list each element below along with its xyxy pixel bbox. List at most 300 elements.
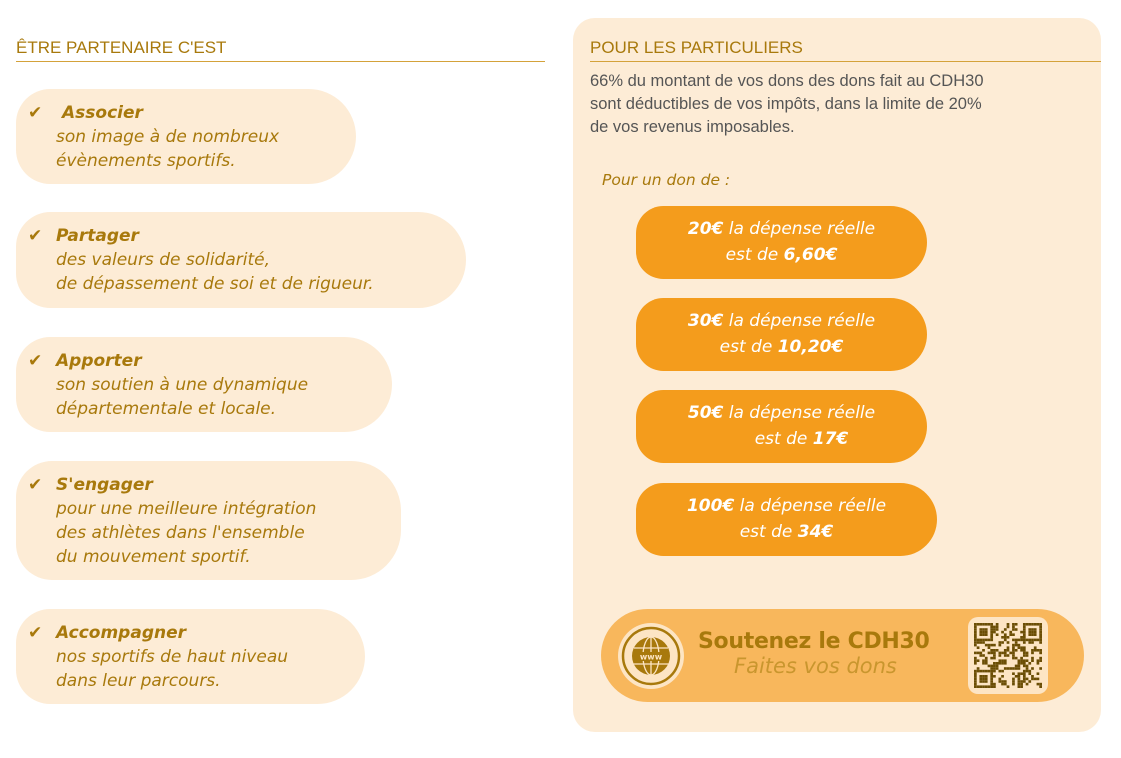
qr-module <box>1001 659 1004 662</box>
qr-module <box>979 675 982 678</box>
qr-module <box>1009 652 1012 655</box>
qr-module <box>1028 672 1031 675</box>
qr-module <box>1004 683 1007 686</box>
qr-module <box>993 644 996 647</box>
pill-text: est de <box>754 429 813 449</box>
qr-module <box>1039 636 1042 639</box>
qr-module <box>1026 670 1029 673</box>
qr-module <box>1001 680 1004 683</box>
qr-module <box>1026 639 1029 642</box>
qr-module <box>982 628 985 631</box>
qr-module <box>996 633 999 636</box>
benefit-text: son soutien à une dynamique <box>56 375 309 395</box>
paragraph-line: 66% du montant de vos dons des dons fait au CDH30 <box>590 72 984 90</box>
benefit-text: nos sportifs de haut niveau <box>56 647 289 667</box>
qr-module <box>982 685 985 688</box>
qr-module <box>1004 659 1007 662</box>
qr-module <box>974 672 977 675</box>
qr-module <box>993 649 996 652</box>
qr-module <box>990 670 993 673</box>
qr-module <box>1028 680 1031 683</box>
qr-module <box>1004 680 1007 683</box>
qr-module <box>1012 683 1015 686</box>
qr-module <box>1020 631 1023 634</box>
qr-module <box>1039 628 1042 631</box>
qr-module <box>1023 626 1026 629</box>
qr-module <box>1001 683 1004 686</box>
qr-module <box>974 628 977 631</box>
qr-module <box>1023 672 1026 675</box>
benefit-text: de dépassement de soi et de rigueur. <box>56 274 374 294</box>
donation-intro: Pour un don de : <box>602 171 731 189</box>
benefit-text: évènements sportifs. <box>56 151 236 171</box>
qr-module <box>1039 657 1042 660</box>
qr-module <box>1031 678 1034 681</box>
qr-module <box>977 623 980 626</box>
qr-module <box>1018 685 1021 688</box>
paragraph-line: sont déductibles de vos impôts, dans la limite de 20% <box>590 95 982 113</box>
qr-module <box>996 626 999 629</box>
qr-module <box>990 657 993 660</box>
qr-module <box>990 626 993 629</box>
qr-module <box>985 675 988 678</box>
qr-module <box>1039 623 1042 626</box>
qr-module <box>982 670 985 673</box>
qr-module <box>1037 683 1040 686</box>
qr-module <box>1007 623 1010 626</box>
benefit-text: des athlètes dans l'ensemble <box>56 523 305 543</box>
qr-module <box>993 626 996 629</box>
qr-module <box>998 644 1001 647</box>
qr-module <box>985 678 988 681</box>
qr-module <box>1031 652 1034 655</box>
qr-module <box>1012 639 1015 642</box>
qr-module <box>1020 672 1023 675</box>
qr-module <box>979 652 982 655</box>
qr-module <box>1009 667 1012 670</box>
qr-module <box>1015 628 1018 631</box>
check-icon: ✔ <box>28 351 43 371</box>
qr-module <box>1020 662 1023 665</box>
qr-module <box>979 678 982 681</box>
paragraph-line: de vos revenus imposables. <box>590 118 795 136</box>
qr-module <box>985 639 988 642</box>
qr-module <box>993 657 996 660</box>
qr-module <box>985 628 988 631</box>
qr-module <box>979 628 982 631</box>
qr-module <box>977 670 980 673</box>
qr-module <box>990 675 993 678</box>
qr-module <box>977 659 980 662</box>
qr-module <box>1037 672 1040 675</box>
qr-module <box>1012 654 1015 657</box>
qr-module <box>1028 623 1031 626</box>
qr-module <box>1023 659 1026 662</box>
pill-text: la dépense réelle <box>723 403 876 423</box>
qr-module <box>1031 657 1034 660</box>
qr-module <box>990 652 993 655</box>
qr-module <box>1012 626 1015 629</box>
qr-module <box>1039 639 1042 642</box>
qr-module <box>1004 633 1007 636</box>
qr-module <box>1004 654 1007 657</box>
qr-module <box>1039 659 1042 662</box>
qr-module <box>1007 646 1010 649</box>
qr-module <box>1034 646 1037 649</box>
qr-module <box>990 631 993 634</box>
qr-module <box>985 657 988 660</box>
benefit-text: pour une meilleure intégration <box>56 499 317 519</box>
qr-module <box>985 631 988 634</box>
pill-text: est de <box>739 522 798 542</box>
check-icon: ✔ <box>28 103 43 123</box>
qr-module <box>1007 654 1010 657</box>
qr-module <box>1015 665 1018 668</box>
qr-module <box>1037 659 1040 662</box>
qr-module <box>1037 623 1040 626</box>
qr-module <box>974 639 977 642</box>
qr-module <box>1039 649 1042 652</box>
qr-module <box>990 633 993 636</box>
qr-module <box>974 633 977 636</box>
qr-module <box>982 675 985 678</box>
qr-module <box>990 665 993 668</box>
qr-module <box>990 678 993 681</box>
qr-module <box>974 626 977 629</box>
qr-module <box>1023 680 1026 683</box>
qr-module <box>988 652 991 655</box>
qr-module <box>974 657 977 660</box>
qr-module <box>1018 639 1021 642</box>
benefit-text: départementale et locale. <box>56 399 277 419</box>
qr-module <box>1028 631 1031 634</box>
qr-module <box>982 631 985 634</box>
qr-module <box>1023 641 1026 644</box>
qr-module <box>990 667 993 670</box>
qr-module <box>1015 667 1018 670</box>
qr-module <box>988 665 991 668</box>
qr-module <box>1020 683 1023 686</box>
qr-module <box>1039 683 1042 686</box>
qr-module <box>1012 672 1015 675</box>
qr-module <box>1039 667 1042 670</box>
qr-module <box>974 683 977 686</box>
qr-module <box>1020 680 1023 683</box>
qr-module <box>1037 662 1040 665</box>
benefit-title: Associer <box>62 103 143 123</box>
qr-module <box>974 636 977 639</box>
benefit-title: Apporter <box>56 351 142 371</box>
qr-module <box>1037 649 1040 652</box>
donation-amount: 30€ <box>687 311 724 331</box>
qr-module <box>988 639 991 642</box>
qr-module <box>993 652 996 655</box>
qr-module <box>979 641 982 644</box>
qr-module <box>974 675 977 678</box>
donation-amount: 100€ <box>686 496 735 516</box>
qr-module <box>1031 641 1034 644</box>
qr-module <box>1039 641 1042 644</box>
qr-module <box>1023 665 1026 668</box>
qr-module <box>1023 636 1026 639</box>
donation-pill-50 <box>636 390 927 463</box>
qr-module <box>1037 639 1040 642</box>
qr-module <box>1012 633 1015 636</box>
qr-module <box>1018 662 1021 665</box>
qr-module <box>988 623 991 626</box>
qr-module <box>990 683 993 686</box>
qr-module <box>1023 654 1026 657</box>
benefit-title: S'engager <box>56 475 153 495</box>
qr-module <box>1028 641 1031 644</box>
qr-module <box>1004 649 1007 652</box>
qr-module <box>990 672 993 675</box>
qr-module <box>1015 675 1018 678</box>
qr-module <box>990 649 993 652</box>
qr-module <box>982 654 985 657</box>
qr-module <box>998 654 1001 657</box>
qr-module <box>1007 636 1010 639</box>
qr-module <box>993 675 996 678</box>
qr-module <box>974 652 977 655</box>
qr-module <box>1023 633 1026 636</box>
qr-module <box>974 641 977 644</box>
real-cost: 17€ <box>812 429 849 449</box>
qr-module <box>985 685 988 688</box>
benefit-text: dans leur parcours. <box>56 671 221 691</box>
qr-module <box>1018 665 1021 668</box>
tax-deduction-text <box>590 70 1090 139</box>
qr-module <box>1004 652 1007 655</box>
qr-module <box>993 631 996 634</box>
qr-module <box>985 633 988 636</box>
qr-module <box>1026 623 1029 626</box>
qr-module <box>998 680 1001 683</box>
qr-module <box>1012 667 1015 670</box>
benefit-card-accompagner <box>16 609 365 704</box>
qr-module <box>1023 631 1026 634</box>
qr-module <box>982 639 985 642</box>
qr-module <box>1012 623 1015 626</box>
globe-label: www <box>639 652 663 662</box>
real-cost: 10,20€ <box>777 337 844 357</box>
qr-module <box>985 670 988 673</box>
qr-module <box>1009 631 1012 634</box>
qr-module <box>1007 667 1010 670</box>
qr-module <box>998 670 1001 673</box>
qr-module <box>1031 631 1034 634</box>
qr-module <box>1007 641 1010 644</box>
qr-module <box>1031 623 1034 626</box>
qr-module <box>1039 652 1042 655</box>
qr-module <box>977 641 980 644</box>
qr-module <box>1039 633 1042 636</box>
qr-module <box>1026 667 1029 670</box>
qr-module <box>996 665 999 668</box>
qr-module <box>1039 626 1042 629</box>
qr-module <box>1028 628 1031 631</box>
qr-module <box>979 633 982 636</box>
qr-module <box>993 662 996 665</box>
qr-module <box>1020 636 1023 639</box>
qr-module <box>979 685 982 688</box>
qr-module <box>1034 633 1037 636</box>
qr-module <box>982 678 985 681</box>
qr-module <box>1031 675 1034 678</box>
qr-module <box>1023 639 1026 642</box>
donation-amount: 50€ <box>687 403 724 423</box>
qr-module <box>1028 662 1031 665</box>
qr-module <box>1031 628 1034 631</box>
qr-module <box>988 644 991 647</box>
qr-module <box>993 628 996 631</box>
qr-module <box>1015 657 1018 660</box>
qr-module <box>979 680 982 683</box>
qr-module <box>1015 641 1018 644</box>
qr-module <box>1026 652 1029 655</box>
qr-module <box>1020 657 1023 660</box>
qr-module <box>977 685 980 688</box>
qr-module <box>1018 667 1021 670</box>
qr-module <box>977 652 980 655</box>
qr-module <box>1004 636 1007 639</box>
donate-banner[interactable] <box>601 609 1084 702</box>
benefit-card-associer <box>16 89 356 184</box>
qr-module <box>1039 631 1042 634</box>
qr-module <box>1001 631 1004 634</box>
qr-module <box>1039 685 1042 688</box>
check-icon: ✔ <box>28 226 43 246</box>
qr-module <box>1018 659 1021 662</box>
qr-module <box>1037 678 1040 681</box>
qr-code[interactable] <box>968 617 1048 694</box>
qr-module <box>974 670 977 673</box>
qr-module <box>1020 685 1023 688</box>
qr-module <box>982 641 985 644</box>
banner-title: Soutenez le CDH30 <box>698 629 930 654</box>
benefit-card-sengager <box>16 461 401 580</box>
qr-module <box>979 654 982 657</box>
qr-module <box>977 667 980 670</box>
qr-module <box>1007 685 1010 688</box>
qr-module <box>985 644 988 647</box>
qr-module <box>979 639 982 642</box>
qr-module <box>1012 644 1015 647</box>
check-icon: ✔ <box>28 623 43 643</box>
qr-module <box>974 623 977 626</box>
qr-module <box>988 670 991 673</box>
qr-module <box>996 623 999 626</box>
benefit-text: son image à de nombreux <box>56 127 280 147</box>
qr-module <box>1023 652 1026 655</box>
qr-module <box>979 623 982 626</box>
banner-subtitle: Faites vos dons <box>734 654 897 678</box>
benefit-card-partager <box>16 212 466 308</box>
qr-module <box>1004 628 1007 631</box>
qr-module <box>985 623 988 626</box>
qr-module <box>1004 667 1007 670</box>
qr-module <box>990 628 993 631</box>
qr-module <box>1020 646 1023 649</box>
qr-module <box>1018 678 1021 681</box>
qr-module <box>998 678 1001 681</box>
qr-module <box>982 659 985 662</box>
qr-module <box>990 644 993 647</box>
real-cost: 6,60€ <box>783 245 838 265</box>
qr-module <box>996 628 999 631</box>
qr-module <box>1023 670 1026 673</box>
qr-module <box>974 644 977 647</box>
qr-module <box>1023 662 1026 665</box>
qr-module <box>988 646 991 649</box>
qr-module <box>993 667 996 670</box>
qr-module <box>1007 649 1010 652</box>
qr-module <box>1001 670 1004 673</box>
qr-module <box>1009 633 1012 636</box>
qr-module <box>1034 623 1037 626</box>
qr-module <box>974 678 977 681</box>
qr-module <box>1026 683 1029 686</box>
qr-module <box>988 685 991 688</box>
qr-module <box>1007 626 1010 629</box>
qr-module <box>1001 641 1004 644</box>
qr-module <box>1026 665 1029 668</box>
qr-module <box>1026 678 1029 681</box>
qr-module <box>974 680 977 683</box>
qr-module <box>998 662 1001 665</box>
qr-module <box>1018 672 1021 675</box>
qr-module <box>1015 623 1018 626</box>
qr-module <box>993 654 996 657</box>
qr-module <box>974 685 977 688</box>
qr-module <box>993 685 996 688</box>
qr-module <box>996 649 999 652</box>
qr-module <box>990 685 993 688</box>
qr-module <box>977 646 980 649</box>
benefit-text: du mouvement sportif. <box>56 547 251 567</box>
qr-module <box>1001 662 1004 665</box>
qr-module <box>1018 644 1021 647</box>
qr-module <box>1018 680 1021 683</box>
qr-module <box>979 631 982 634</box>
pill-text: la dépense réelle <box>723 311 876 331</box>
qr-module <box>1028 670 1031 673</box>
qr-module <box>1018 675 1021 678</box>
qr-module <box>1004 662 1007 665</box>
section-heading-partner: ÊTRE PARTENAIRE C'EST <box>16 38 545 62</box>
qr-module <box>996 662 999 665</box>
check-icon: ✔ <box>28 475 43 495</box>
qr-module <box>1001 652 1004 655</box>
qr-module <box>977 639 980 642</box>
benefit-text: des valeurs de solidarité, <box>56 250 271 270</box>
qr-module <box>1028 633 1031 636</box>
qr-module <box>1015 639 1018 642</box>
qr-module <box>1020 649 1023 652</box>
qr-module <box>982 623 985 626</box>
qr-module <box>1001 675 1004 678</box>
qr-module <box>1012 680 1015 683</box>
qr-module <box>982 662 985 665</box>
qr-module <box>1026 654 1029 657</box>
qr-module <box>1031 659 1034 662</box>
qr-module <box>990 680 993 683</box>
qr-module <box>974 659 977 662</box>
pill-text: est de <box>719 337 778 357</box>
donation-amount: 20€ <box>687 219 724 239</box>
qr-module <box>1018 646 1021 649</box>
qr-module <box>1012 649 1015 652</box>
